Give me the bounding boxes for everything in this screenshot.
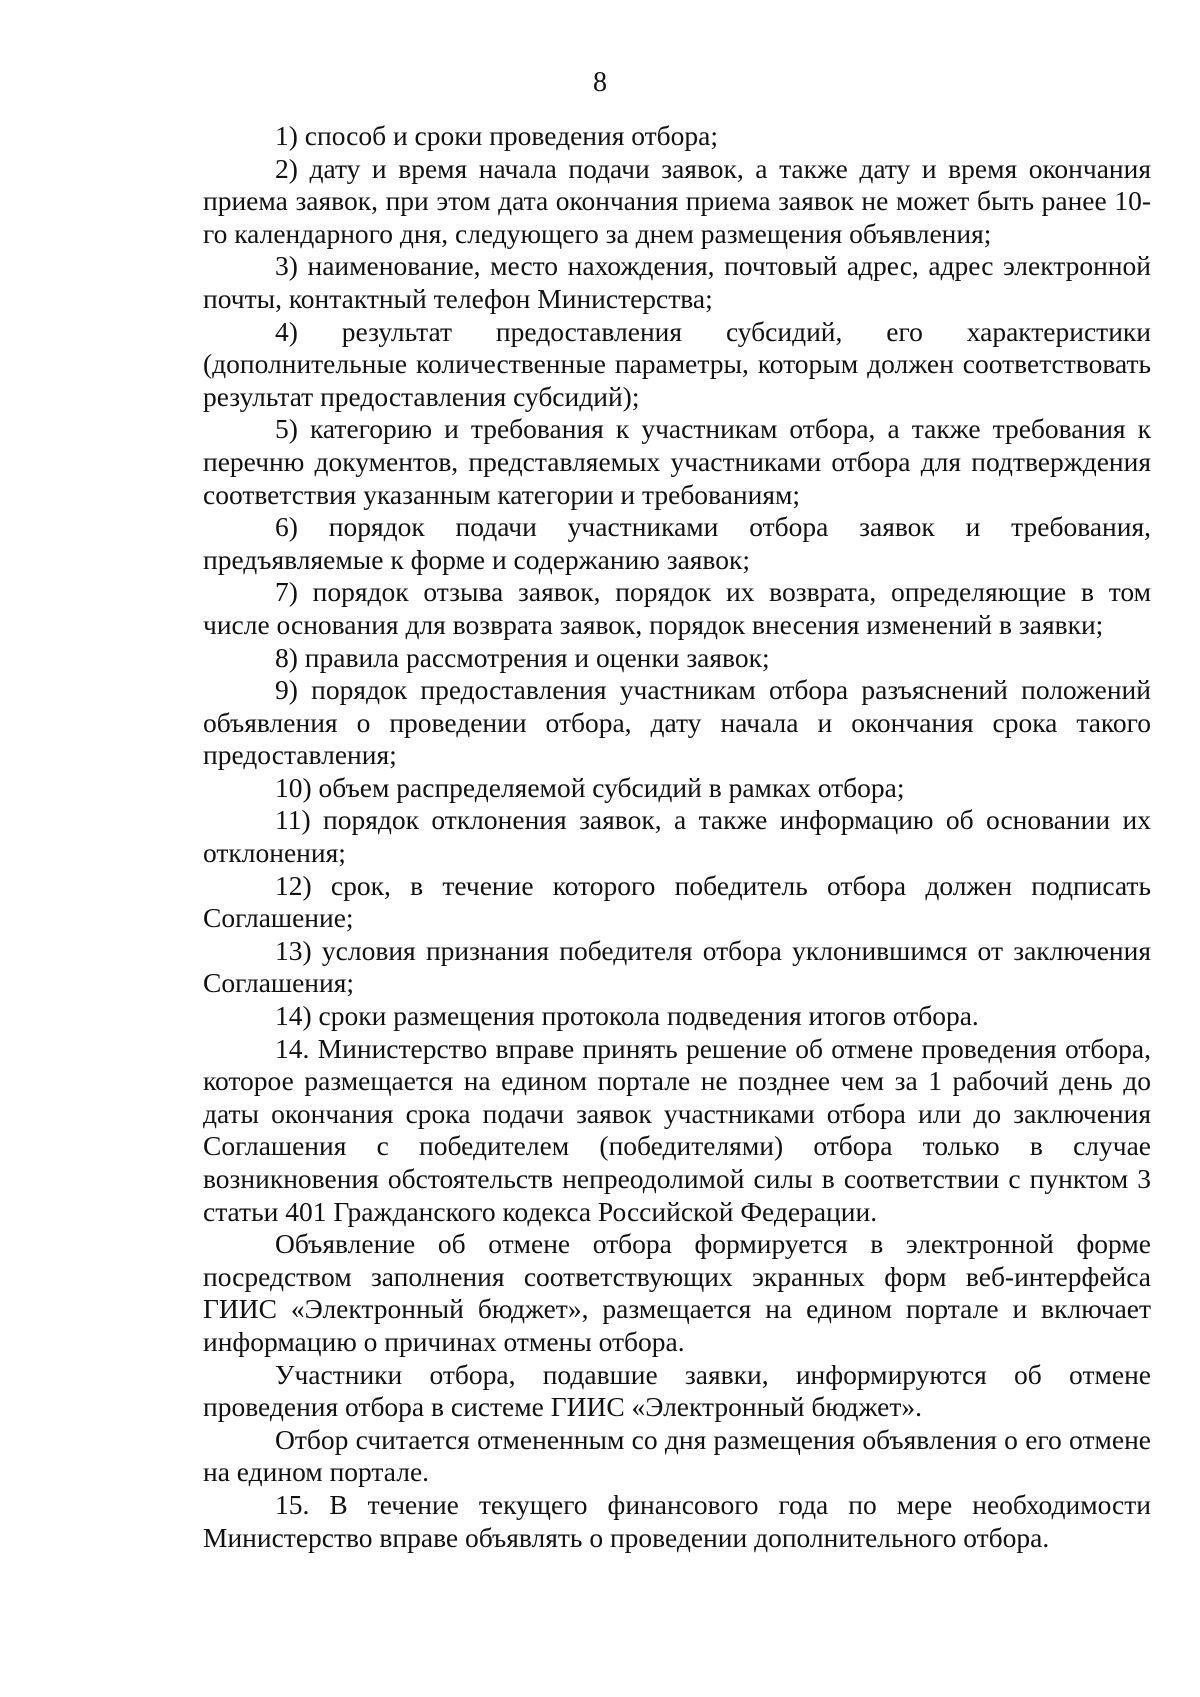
list-item-11: 11) порядок отклонения заявок, а также информацию об основании их отклонения; (203, 804, 1151, 869)
list-item-9: 9) порядок предоставления участникам отбора разъяснений положений объявления о проведении отбора, дату начала и окончания срока такого предоставления; (203, 674, 1151, 771)
list-item-3: 3) наименование, место нахождения, почтовый адрес, адрес электронной почты, контактный телефон Министерства; (203, 250, 1151, 314)
list-item-13: 13) условия признания победителя отбора уклонившимся от заключения Соглашения; (203, 934, 1151, 999)
list-item-8: 8) правила рассмотрения и оценки заявок; (275, 641, 770, 673)
page-number: 8 (593, 67, 607, 98)
clause-14: 14. Министерство вправе принять решение об отмене проведения отбора, которое размещается на едином портале не позднее чем за 1 рабочий день до даты окончания срока подачи заявок участниками отбора или до заключения Соглашения с победителем (победителями) отбора только в случае возникновения обстоятельств непреодолимой силы в соответствии с пунктом 3 статьи 401 Гражданского кодекса Российской Федерации. (203, 1032, 1151, 1227)
paragraph-selection-cancelled: Отбор считается отмененным со дня размещения объявления о его отмене на едином портале. (203, 1423, 1151, 1488)
paragraph-participants-informed: Участники отбора, подавшие заявки, информируются об отмене проведения отбора в системе ГИИС «Электронный бюджет». (203, 1358, 1151, 1423)
document-body (203, 120, 1151, 1554)
list-item-7: 7) порядок отзыва заявок, порядок их возврата, определяющие в том числе основания для возврата заявок, порядок внесения изменений в заявки; (203, 576, 1151, 640)
list-item-12: 12) срок, в течение которого победитель отбора должен подписать Соглашение; (203, 869, 1151, 934)
list-item-2: 2) дату и время начала подачи заявок, а также дату и время окончания приема заявок, при этом дата окончания приема заявок не может быть ранее 10-го календарного дня, следующего за днем размещения объявления; (203, 152, 1151, 249)
list-item-10: 10) объем распределяемой субсидий в рамках отбора; (275, 771, 905, 803)
paragraph-cancellation-notice: Объявление об отмене отбора формируется в электронной форме посредством заполнения соответствующих экранных форм веб-интерфейса ГИИС «Электронный бюджет», размещается на едином портале и включает информацию о причинах отмены отбора. (203, 1228, 1151, 1357)
list-item-4: 4) результат предоставления субсидий, его характеристики (дополнительные количественные параметры, которым должен соответствовать результат предоставления субсидий); (203, 315, 1151, 412)
list-item-14: 14) сроки размещения протокола подведения итогов отбора. (275, 1000, 979, 1032)
list-item-5: 5) категорию и требования к участникам отбора, а также требования к перечню документов, представляемых участниками отбора для подтверждения соответствия указанным категории и требованиям; (203, 413, 1151, 510)
list-item-1: 1) способ и сроки проведения отбора; (275, 120, 718, 151)
list-item-6: 6) порядок подачи участниками отбора заявок и требования, предъявляемые к форме и содержанию заявок; (203, 511, 1151, 575)
clause-15: 15. В течение текущего финансового года по мере необходимости Министерство вправе объявлять о проведении дополнительного отбора. (203, 1488, 1151, 1553)
